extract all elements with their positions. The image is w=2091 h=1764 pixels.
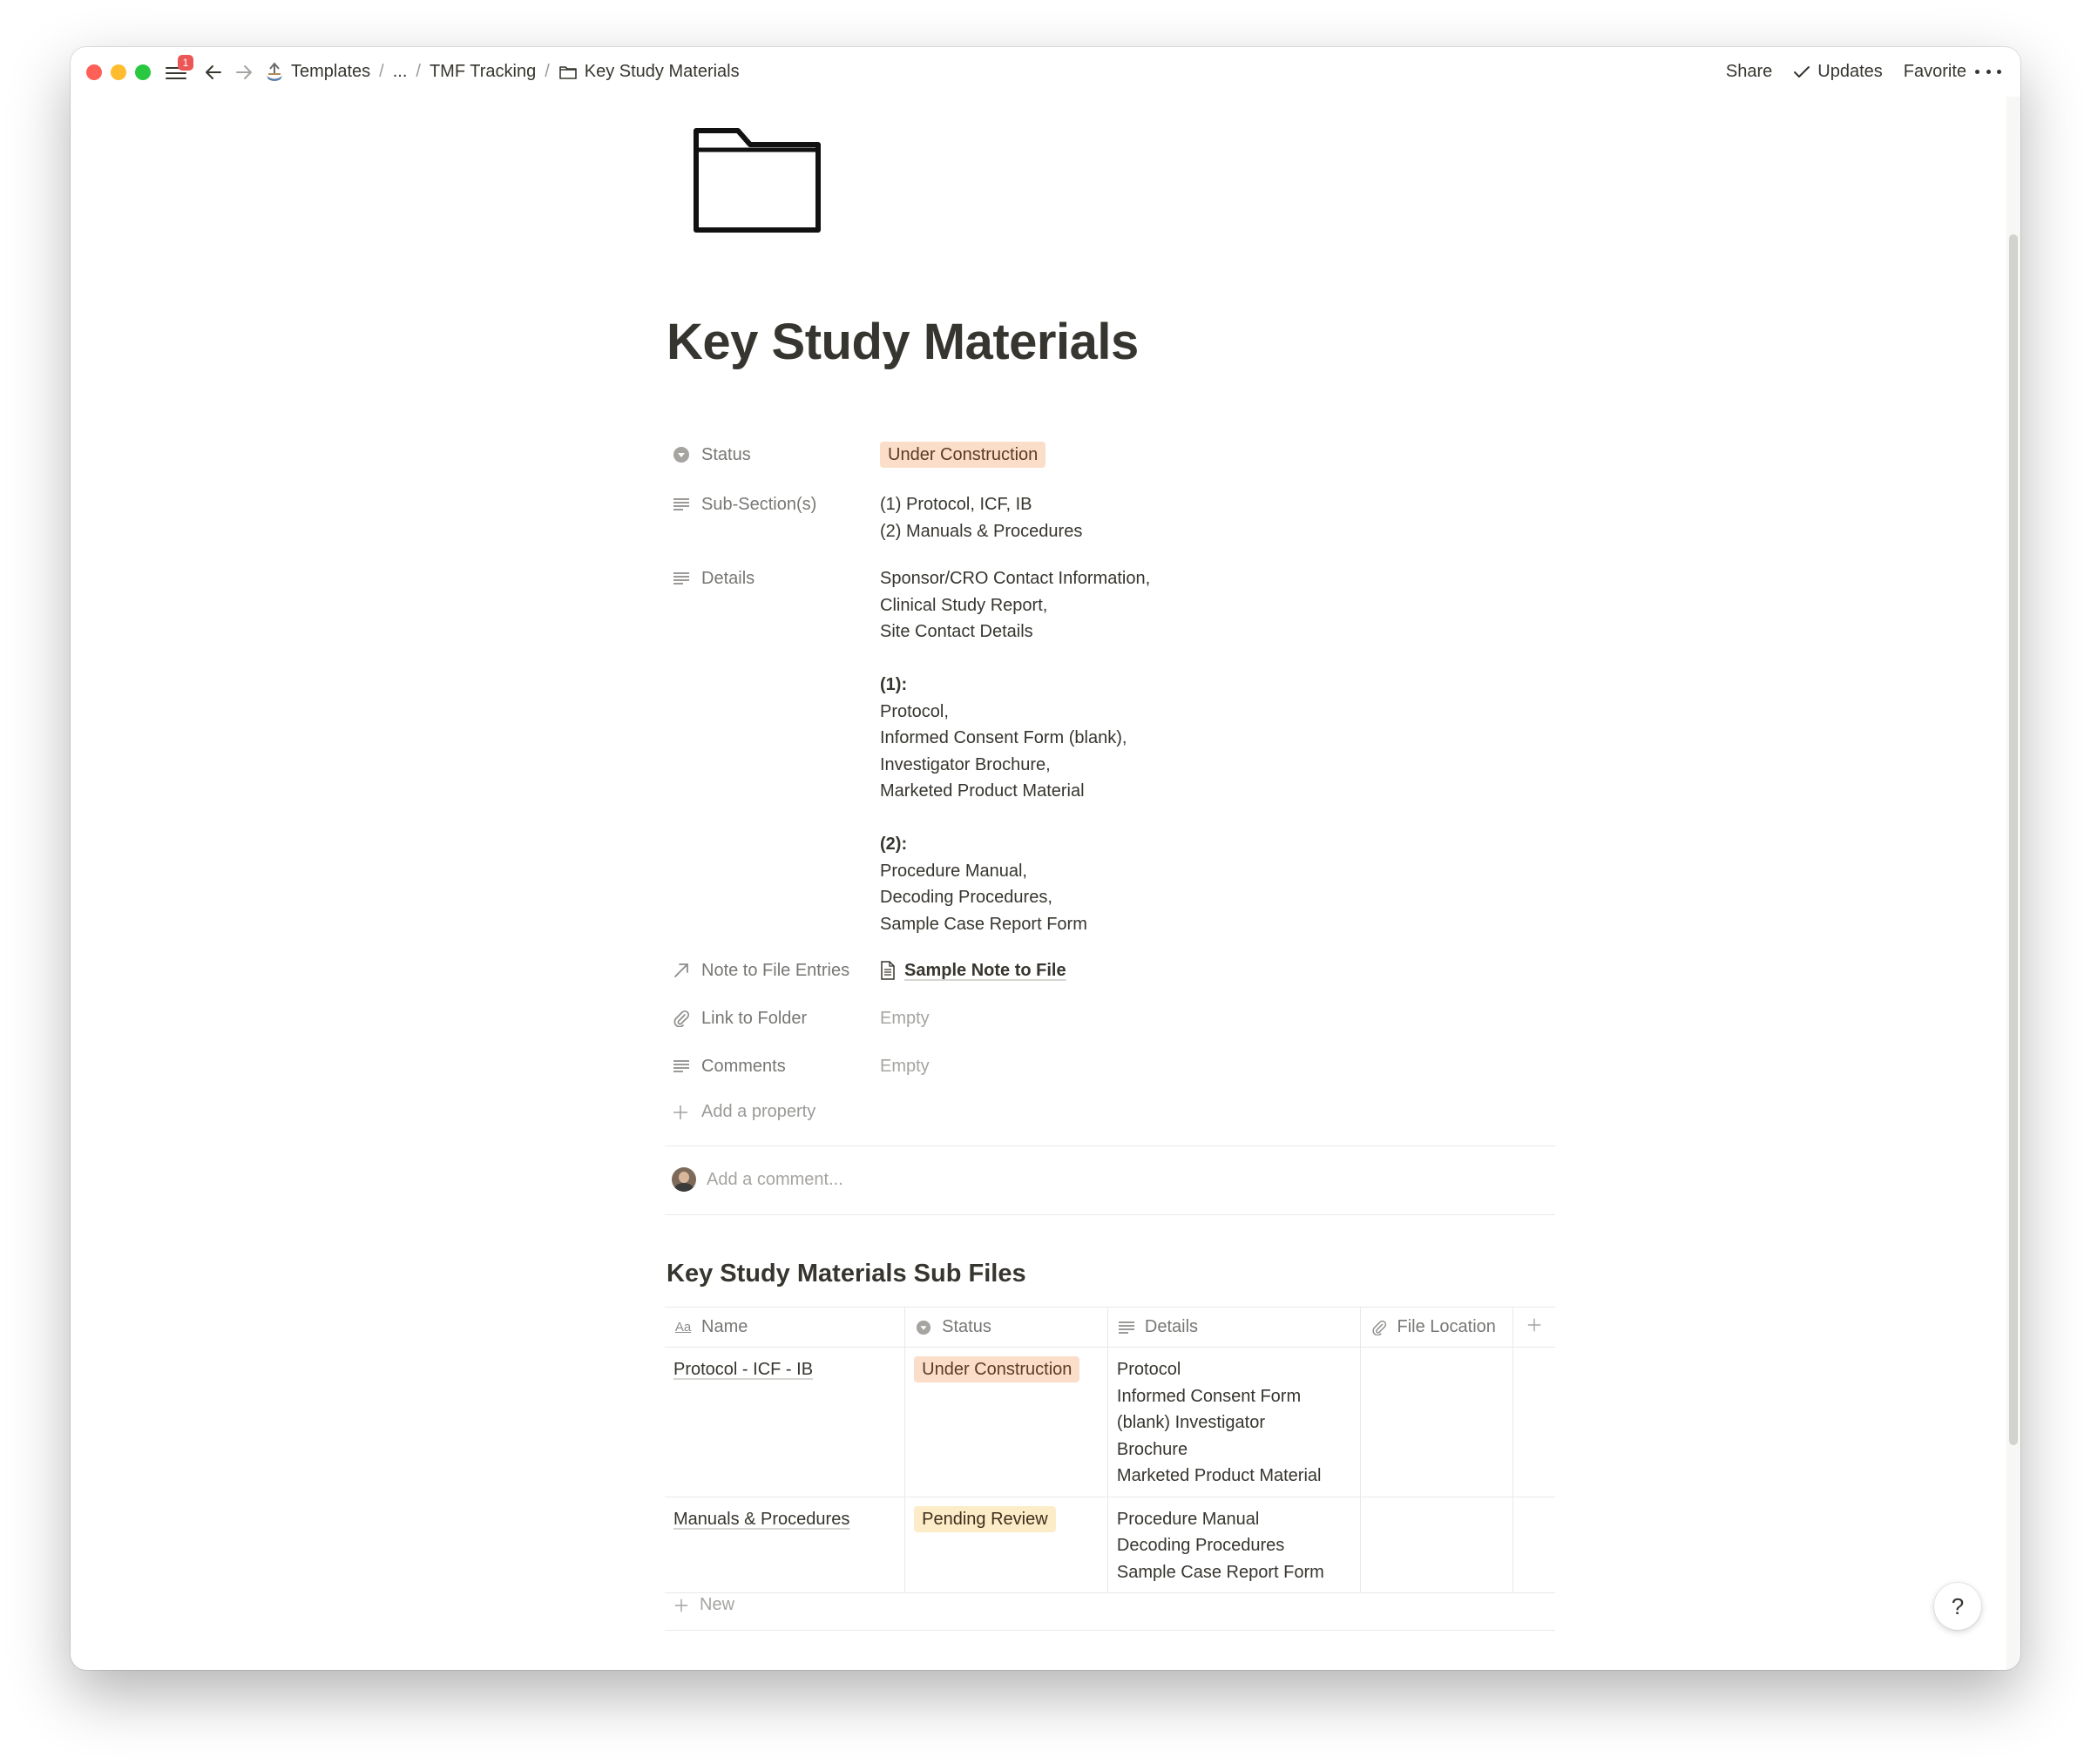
property-link-to-folder bbox=[667, 1005, 1564, 1032]
add-property-button[interactable]: Add a property bbox=[672, 1102, 815, 1122]
divider bbox=[665, 1214, 1555, 1215]
breadcrumb-tmf-tracking[interactable]: TMF Tracking bbox=[429, 62, 537, 81]
breadcrumb bbox=[267, 47, 745, 97]
column-header-status[interactable]: Status bbox=[905, 1308, 1108, 1348]
top-bar bbox=[71, 47, 2020, 97]
table-row[interactable] bbox=[665, 1348, 1555, 1497]
database-title[interactable]: Key Study Materials Sub Files bbox=[667, 1260, 1026, 1288]
scrollbar[interactable] bbox=[2006, 97, 2020, 1670]
details-cell[interactable]: Protocol Informed Consent Form (blank) Investigator Brochure Marketed Product Material bbox=[1107, 1348, 1360, 1497]
document-icon bbox=[880, 961, 896, 980]
column-header-file-location[interactable]: File Location bbox=[1360, 1308, 1513, 1348]
link-to-folder-value[interactable]: Empty bbox=[880, 1009, 930, 1028]
property-comments bbox=[667, 1053, 1564, 1080]
status-value[interactable] bbox=[880, 442, 1046, 469]
status-cell[interactable] bbox=[905, 1497, 1108, 1593]
text-lines-icon bbox=[1118, 1321, 1135, 1335]
updates-button[interactable] bbox=[1793, 62, 1883, 82]
share-button[interactable]: Share bbox=[1725, 62, 1773, 81]
property-subsections bbox=[667, 491, 1564, 544]
status-badge: Under Construction bbox=[880, 442, 1046, 468]
status-icon bbox=[673, 446, 690, 463]
app-window bbox=[71, 47, 2020, 1670]
property-label[interactable]: Note to File Entries bbox=[667, 957, 880, 984]
details-value[interactable]: Sponsor/CRO Contact Information, Clinical Study Report, Site Contact Details (1): Protocol, Informed Consent Form (blank), Investigator Brochure, Marketed Product Material (2): Procedure Manual, Decoding Procedures, Sample Case Report Form bbox=[880, 569, 1151, 934]
table-row[interactable] bbox=[665, 1497, 1555, 1593]
page-title[interactable]: Key Study Materials bbox=[667, 314, 1139, 370]
forward-arrow-icon[interactable] bbox=[232, 60, 256, 84]
add-comment-input[interactable]: Add a comment... bbox=[707, 1169, 843, 1189]
property-details bbox=[667, 565, 1564, 937]
checkmark-icon bbox=[1793, 65, 1810, 79]
help-button[interactable]: ? bbox=[1934, 1583, 1981, 1630]
breadcrumb-separator: / bbox=[416, 62, 421, 81]
breadcrumb-current-label: Key Study Materials bbox=[584, 62, 740, 81]
add-column-button[interactable] bbox=[1513, 1308, 1555, 1348]
property-label[interactable]: Details bbox=[667, 565, 880, 937]
status-icon bbox=[916, 1320, 931, 1335]
subsections-value[interactable]: (1) Protocol, ICF, IB (2) Manuals & Procedures bbox=[880, 495, 1083, 541]
name-cell[interactable]: Manuals & Procedures bbox=[665, 1497, 905, 1593]
note-to-file-link[interactable]: Sample Note to File bbox=[904, 961, 1066, 980]
file-location-cell[interactable] bbox=[1360, 1348, 1513, 1497]
templates-workspace-icon bbox=[263, 61, 286, 84]
name-cell[interactable]: Protocol - ICF - IB bbox=[665, 1348, 905, 1497]
title-aa-icon: Aa bbox=[674, 1320, 692, 1335]
favorite-button[interactable]: Favorite bbox=[1903, 62, 1966, 81]
notification-badge: 1 bbox=[178, 55, 193, 71]
paperclip-icon bbox=[1371, 1320, 1387, 1335]
empty-cell bbox=[1513, 1348, 1555, 1497]
column-header-name[interactable]: Aa Name bbox=[665, 1308, 905, 1348]
zoom-window-button[interactable] bbox=[135, 64, 151, 80]
status-cell[interactable] bbox=[905, 1348, 1108, 1497]
plus-icon bbox=[1526, 1317, 1542, 1333]
text-lines-icon bbox=[673, 497, 690, 511]
table-header-row bbox=[665, 1308, 1555, 1348]
avatar bbox=[672, 1167, 696, 1192]
note-to-file-value[interactable] bbox=[880, 957, 1066, 984]
breadcrumb-current-page[interactable] bbox=[553, 62, 745, 82]
file-location-cell[interactable] bbox=[1360, 1497, 1513, 1593]
text-lines-icon bbox=[673, 571, 690, 585]
comments-value[interactable]: Empty bbox=[880, 1057, 930, 1076]
add-comment-row[interactable] bbox=[672, 1167, 843, 1192]
paperclip-icon bbox=[673, 1010, 690, 1027]
back-arrow-icon[interactable] bbox=[201, 60, 226, 84]
updates-label: Updates bbox=[1817, 62, 1883, 81]
status-badge: Under Construction bbox=[914, 1356, 1079, 1382]
property-label[interactable]: Status bbox=[667, 442, 880, 469]
property-note-to-file bbox=[667, 957, 1564, 984]
sub-files-table bbox=[665, 1307, 1555, 1593]
status-badge: Pending Review bbox=[914, 1506, 1056, 1532]
breadcrumb-separator: / bbox=[379, 62, 384, 81]
folder-icon bbox=[558, 64, 578, 80]
property-status bbox=[667, 442, 1564, 469]
more-options-icon[interactable] bbox=[1975, 63, 2001, 80]
plus-icon bbox=[673, 1598, 689, 1613]
text-lines-icon bbox=[673, 1059, 690, 1073]
property-label[interactable]: Sub-Section(s) bbox=[667, 491, 880, 544]
scrollbar-thumb[interactable] bbox=[2009, 234, 2018, 1445]
relation-arrow-icon bbox=[673, 962, 690, 979]
breadcrumb-ellipsis[interactable]: ... bbox=[392, 62, 408, 81]
top-actions bbox=[1726, 47, 1966, 97]
breadcrumb-separator: / bbox=[545, 62, 550, 81]
close-window-button[interactable] bbox=[86, 64, 102, 80]
empty-cell bbox=[1513, 1497, 1555, 1593]
page-folder-icon[interactable] bbox=[693, 124, 823, 237]
property-label[interactable]: Link to Folder bbox=[667, 1005, 880, 1032]
property-label[interactable]: Comments bbox=[667, 1053, 880, 1080]
details-cell[interactable]: Procedure Manual Decoding Procedures Sample Case Report Form bbox=[1107, 1497, 1360, 1593]
plus-icon bbox=[672, 1104, 689, 1121]
breadcrumb-templates[interactable]: Templates bbox=[291, 62, 371, 81]
divider bbox=[665, 1630, 1555, 1631]
column-header-details[interactable]: Details bbox=[1107, 1308, 1360, 1348]
new-row-button[interactable]: New bbox=[673, 1595, 734, 1615]
minimize-window-button[interactable] bbox=[111, 64, 126, 80]
